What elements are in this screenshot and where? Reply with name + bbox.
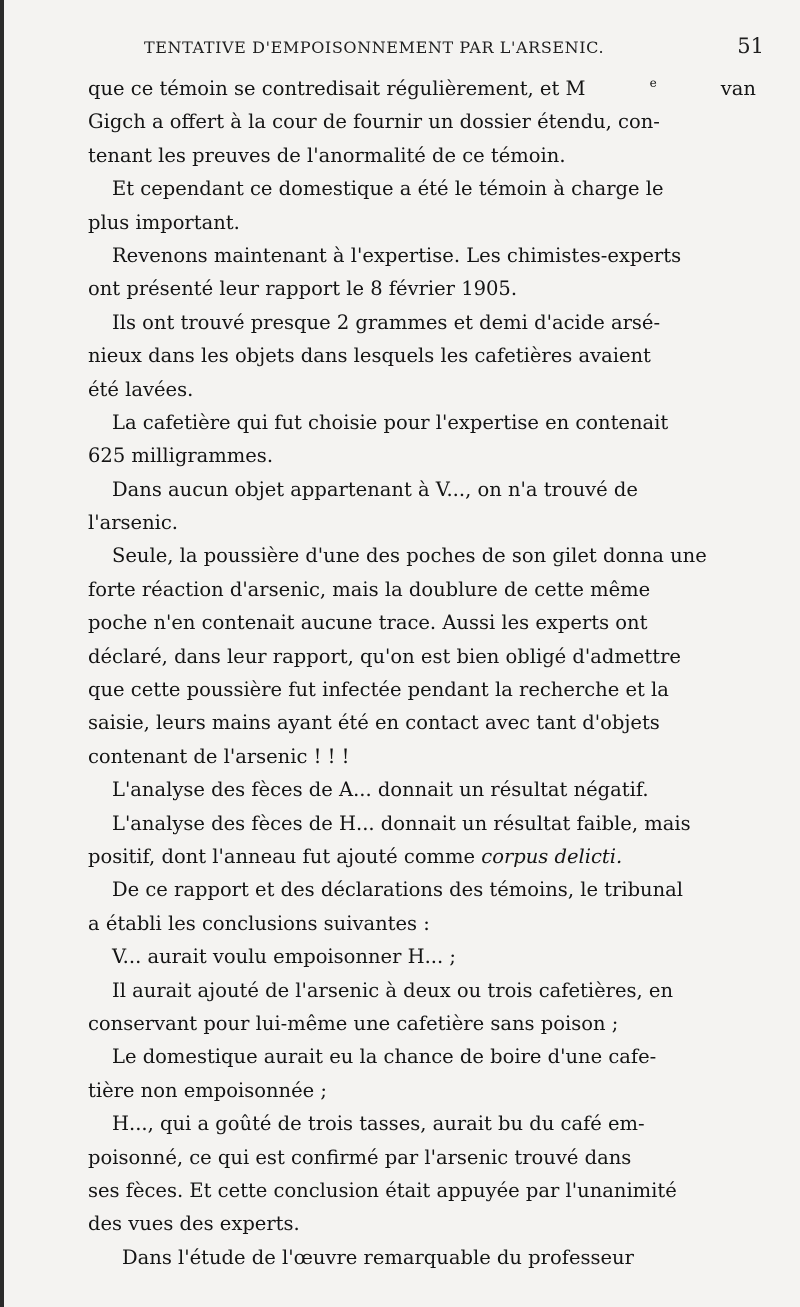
text-line: que cette poussière fut infectée pendant la recherche et la: [88, 678, 669, 702]
paragraph-start: Dans aucun objet appartenant à V..., on n'a trouvé de: [112, 477, 638, 501]
text-line: été lavées.: [88, 377, 194, 401]
text-line: l'arsenic.: [88, 511, 179, 535]
text-line: saisie, leurs mains ayant été en contact avec tant d'objets: [88, 711, 660, 735]
paragraph-start: Ils ont trouvé presque 2 grammes et demi d'acide arsé-: [112, 310, 661, 334]
running-header: [144, 34, 764, 58]
paragraph-start: Seule, la poussière d'une des poches de son gilet donna une: [112, 544, 707, 568]
paragraph-start: Revenons maintenant à l'expertise. Les chimistes-experts: [112, 243, 682, 267]
paragraph-start: La cafetière qui fut choisie pour l'expertise en contenait: [112, 410, 669, 434]
text-line: positif, dont l'anneau fut ajouté comme corpus delicti.: [88, 844, 623, 868]
superscript-e: e: [649, 76, 657, 90]
paragraph-start: Dans l'étude de l'œuvre remarquable du professeur: [122, 1245, 634, 1269]
paragraph-start: H..., qui a goûté de trois tasses, aurait bu du café em-: [112, 1112, 645, 1136]
text-line: forte réaction d'arsenic, mais la doublure de cette même: [88, 577, 651, 601]
text-line: des vues des experts.: [88, 1212, 300, 1236]
body-text: [88, 72, 756, 1274]
text-line: plus important.: [88, 210, 240, 234]
paragraph-start: L'analyse des fèces de H... donnait un résultat faible, mais: [112, 811, 691, 835]
page-number: 51: [737, 34, 764, 58]
text-line: déclaré, dans leur rapport, qu'on est bien obligé d'admettre: [88, 644, 681, 668]
text-line: a établi les conclusions suivantes :: [88, 911, 430, 935]
text-line: Gigch a offert à la cour de fournir un dossier étendu, con-: [88, 110, 660, 134]
paragraph-start: L'analyse des fèces de A... donnait un résultat négatif.: [112, 778, 649, 802]
text-line: ont présenté leur rapport le 8 février 1905.: [88, 277, 518, 301]
text-line: poche n'en contenait aucune trace. Aussi les experts ont: [88, 611, 648, 635]
text-line: poisonné, ce qui est confirmé par l'arsenic trouvé dans: [88, 1145, 632, 1169]
italic-phrase: corpus delicti.: [481, 844, 623, 868]
text-line: ses fèces. Et cette conclusion était appuyée par l'unanimité: [88, 1178, 677, 1202]
text-line: tière non empoisonnée ;: [88, 1078, 327, 1102]
paragraph-start: Il aurait ajouté de l'arsenic à deux ou trois cafetières, en: [112, 978, 674, 1002]
paragraph-start: De ce rapport et des déclarations des témoins, le tribunal: [112, 878, 684, 902]
text-line: conservant pour lui-même une cafetière sans poison ;: [88, 1011, 619, 1035]
paragraph-start: Et cependant ce domestique a été le témoin à charge le: [112, 177, 664, 201]
text-line: contenant de l'arsenic ! ! !: [88, 744, 350, 768]
text-line: tenant les preuves de l'anormalité de ce témoin.: [88, 143, 566, 167]
text-line: 625 milligrammes.: [88, 444, 274, 468]
paragraph-start: V... aurait voulu empoisonner H... ;: [112, 945, 456, 969]
text-line: nieux dans les objets dans lesquels les cafetières avaient: [88, 344, 651, 368]
text-line: que ce témoin se contredisait régulièrement, et M $^e$ van: [88, 72, 756, 105]
paragraph-start: Le domestique aurait eu la chance de boire d'une cafe-: [112, 1045, 657, 1069]
running-title: TENTATIVE D'EMPOISONNEMENT PAR L'ARSENIC.: [144, 38, 605, 57]
